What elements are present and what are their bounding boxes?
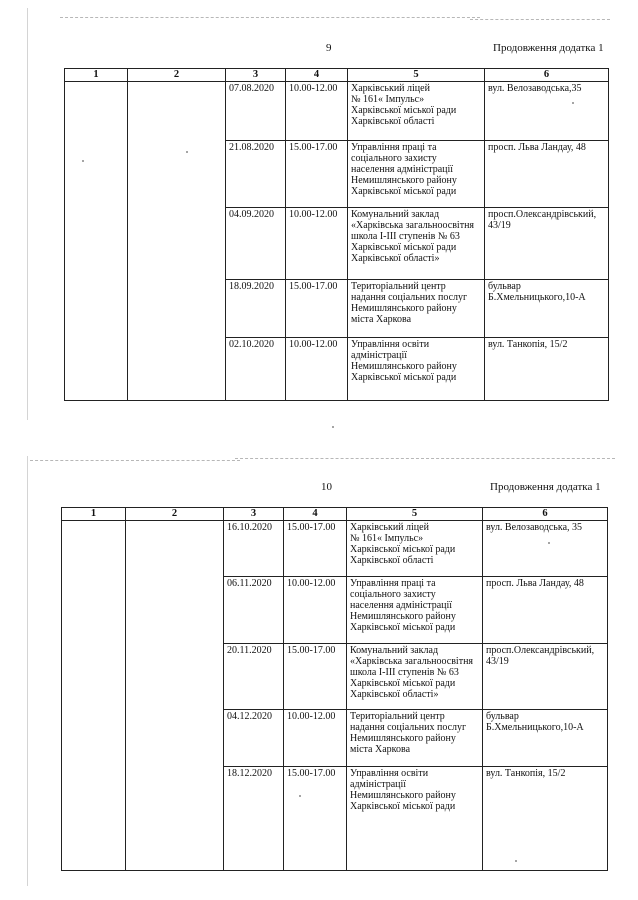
address-cell — [483, 767, 608, 871]
time-cell: 15.00-17.00 — [284, 644, 347, 710]
cell-col2-empty — [128, 82, 226, 401]
time-cell: 10.00-12.00 — [284, 577, 347, 644]
time-cell: 15.00-17.00 — [286, 280, 348, 338]
cell-text-line: надання соціальних послуг — [350, 722, 467, 733]
cell-text-line: Управління праці та — [350, 578, 436, 589]
table-row — [65, 82, 609, 141]
cell-text-line: вул. Танкопія, 15/2 — [488, 339, 568, 350]
address-cell — [485, 338, 609, 401]
column-header: 2 — [128, 69, 226, 82]
cell-text-line: школа І-ІІІ ступенів № 63 — [350, 667, 459, 678]
continuation-label: Продовження додатка 1 — [493, 42, 604, 54]
cell-text-line: «Харківська загальноосвітня — [350, 656, 474, 667]
cell-text-line: просп.Олександрівський, — [488, 209, 597, 220]
cell-text-line: 43/19 — [486, 656, 509, 667]
column-header: 6 — [483, 508, 608, 521]
scan-speck — [548, 542, 550, 544]
cell-text-line: соціального захисту — [351, 153, 437, 164]
cell-text-line: школа І-ІІІ ступенів № 63 — [351, 231, 460, 242]
scan-top-line — [60, 17, 480, 19]
institution-text — [351, 142, 481, 197]
column-header: 5 — [347, 508, 483, 521]
address-text — [488, 339, 605, 350]
scan-speck — [572, 102, 574, 104]
column-header: 1 — [65, 69, 128, 82]
address-cell — [483, 710, 608, 767]
institution-text — [350, 578, 479, 633]
cell-col2-empty — [126, 521, 224, 871]
scan-speck — [332, 426, 334, 428]
institution-cell — [347, 521, 483, 577]
page-number: 9 — [326, 42, 332, 54]
institution-cell — [348, 280, 485, 338]
cell-text-line: міста Харкова — [350, 744, 411, 755]
column-header: 3 — [226, 69, 286, 82]
column-header: 6 — [485, 69, 609, 82]
cell-text-line: вул. Велозаводська,35 — [488, 83, 582, 94]
cell-text-line: Немишлянського району — [351, 361, 457, 372]
address-text — [488, 83, 605, 94]
time-cell: 15.00-17.00 — [284, 767, 347, 871]
address-text — [488, 281, 605, 303]
continuation-label: Продовження додатка 1 — [490, 481, 601, 493]
cell-text-line: вул. Велозаводська, 35 — [486, 522, 583, 533]
cell-text-line: Немишлянського району — [350, 733, 456, 744]
document-sheet-page-9 — [0, 0, 638, 440]
schedule-table — [64, 68, 609, 401]
scan-speck — [82, 160, 84, 162]
institution-cell — [348, 82, 485, 141]
institution-text — [351, 83, 481, 127]
cell-text-line: соціального захисту — [350, 589, 436, 600]
scan-speck — [186, 151, 188, 153]
address-text — [488, 142, 605, 153]
cell-text-line: Харківської області — [350, 555, 434, 566]
cell-text-line: адміністрації — [350, 779, 407, 790]
page-number: 10 — [321, 481, 332, 493]
column-header: 4 — [284, 508, 347, 521]
cell-text-line: бульвар — [488, 281, 521, 292]
institution-text — [350, 711, 479, 755]
institution-text — [351, 209, 481, 264]
cell-text-line: Немишлянського району — [351, 175, 457, 186]
cell-text-line: Харківської міської ради — [351, 186, 457, 197]
cell-text-line: адміністрації — [351, 350, 408, 361]
cell-text-line: населення адміністрації — [350, 600, 453, 611]
column-header: 5 — [348, 69, 485, 82]
cell-text-line: просп. Льва Ландау, 48 — [488, 142, 586, 153]
scan-top-line — [235, 458, 615, 460]
date-cell: 07.08.2020 — [226, 82, 286, 141]
institution-cell — [348, 338, 485, 401]
address-text — [486, 578, 604, 589]
institution-cell — [348, 141, 485, 208]
time-cell: 15.00-17.00 — [284, 521, 347, 577]
table-header-row — [65, 69, 609, 82]
institution-cell — [348, 208, 485, 280]
column-header: 3 — [224, 508, 284, 521]
cell-text-line: бульвар — [486, 711, 519, 722]
date-cell: 20.11.2020 — [224, 644, 284, 710]
institution-text — [350, 645, 479, 700]
address-cell — [485, 280, 609, 338]
cell-text-line: надання соціальних послуг — [351, 292, 468, 303]
date-cell: 02.10.2020 — [226, 338, 286, 401]
cell-text-line: № 161« Імпульс» — [350, 533, 424, 544]
time-cell: 10.00-12.00 — [286, 338, 348, 401]
cell-text-line: Територіальний центр — [351, 281, 446, 292]
cell-text-line: Харківської міської ради — [350, 678, 456, 689]
address-cell — [483, 577, 608, 644]
institution-cell — [347, 577, 483, 644]
document-sheet-page-10 — [0, 448, 638, 900]
address-text — [486, 522, 604, 533]
institution-text — [351, 281, 481, 325]
address-text — [488, 209, 605, 231]
address-cell — [485, 141, 609, 208]
address-cell — [483, 644, 608, 710]
table-header-row — [62, 508, 608, 521]
cell-text-line: просп.Олександрівський, — [486, 645, 595, 656]
institution-text — [350, 522, 479, 566]
cell-text-line: Харківський ліцей — [351, 83, 430, 94]
cell-text-line: 43/19 — [488, 220, 511, 231]
cell-text-line: Харківської міської ради — [350, 544, 456, 555]
address-cell — [483, 521, 608, 577]
cell-text-line: Управління освіти — [351, 339, 430, 350]
address-cell — [485, 208, 609, 280]
address-text — [486, 645, 604, 667]
cell-text-line: Харківської міської ради — [351, 105, 457, 116]
cell-text-line: Управління праці та — [351, 142, 437, 153]
cell-text-line: міста Харкова — [351, 314, 412, 325]
time-cell: 15.00-17.00 — [286, 141, 348, 208]
cell-col1-empty — [65, 82, 128, 401]
cell-text-line: Б.Хмельницького,10-А — [488, 292, 586, 303]
time-cell: 10.00-12.00 — [286, 82, 348, 141]
date-cell: 04.09.2020 — [226, 208, 286, 280]
date-cell: 06.11.2020 — [224, 577, 284, 644]
column-header: 1 — [62, 508, 126, 521]
table-row — [62, 521, 608, 577]
cell-text-line: просп. Льва Ландау, 48 — [486, 578, 584, 589]
date-cell: 18.12.2020 — [224, 767, 284, 871]
address-text — [486, 711, 604, 733]
cell-text-line: Харківської міської ради — [351, 372, 457, 383]
cell-text-line: Комунальний заклад — [351, 209, 440, 220]
cell-text-line: населення адміністрації — [351, 164, 454, 175]
column-header: 2 — [126, 508, 224, 521]
date-cell: 21.08.2020 — [226, 141, 286, 208]
cell-text-line: Харківської міської ради — [350, 622, 456, 633]
schedule-table — [61, 507, 608, 871]
cell-text-line: Харківської міської ради — [351, 242, 457, 253]
institution-cell — [347, 767, 483, 871]
institution-text — [350, 768, 479, 812]
scan-speck — [299, 795, 301, 797]
cell-text-line: Управління освіти — [350, 768, 429, 779]
scan-top-line — [470, 19, 610, 21]
cell-text-line: Немишлянського району — [350, 611, 456, 622]
address-cell — [485, 82, 609, 141]
date-cell: 04.12.2020 — [224, 710, 284, 767]
cell-text-line: Територіальний центр — [350, 711, 445, 722]
address-text — [486, 768, 604, 779]
date-cell: 16.10.2020 — [224, 521, 284, 577]
cell-text-line: Комунальний заклад — [350, 645, 439, 656]
cell-text-line: № 161« Імпульс» — [351, 94, 425, 105]
cell-text-line: Б.Хмельницького,10-А — [486, 722, 584, 733]
cell-text-line: «Харківська загальноосвітня — [351, 220, 475, 231]
time-cell: 10.00-12.00 — [284, 710, 347, 767]
cell-text-line: Харківської області» — [351, 253, 440, 264]
institution-cell — [347, 644, 483, 710]
cell-col1-empty — [62, 521, 126, 871]
institution-cell — [347, 710, 483, 767]
institution-text — [351, 339, 481, 383]
cell-text-line: вул. Танкопія, 15/2 — [486, 768, 566, 779]
column-header: 4 — [286, 69, 348, 82]
cell-text-line: Харківської області — [351, 116, 435, 127]
cell-text-line: Харківський ліцей — [350, 522, 429, 533]
time-cell: 10.00-12.00 — [286, 208, 348, 280]
date-cell: 18.09.2020 — [226, 280, 286, 338]
cell-text-line: Харківської області» — [350, 689, 439, 700]
cell-text-line: Немишлянського району — [350, 790, 456, 801]
cell-text-line: Харківської міської ради — [350, 801, 456, 812]
scan-speck — [515, 860, 517, 862]
scan-top-line — [30, 460, 240, 462]
cell-text-line: Немишлянського району — [351, 303, 457, 314]
